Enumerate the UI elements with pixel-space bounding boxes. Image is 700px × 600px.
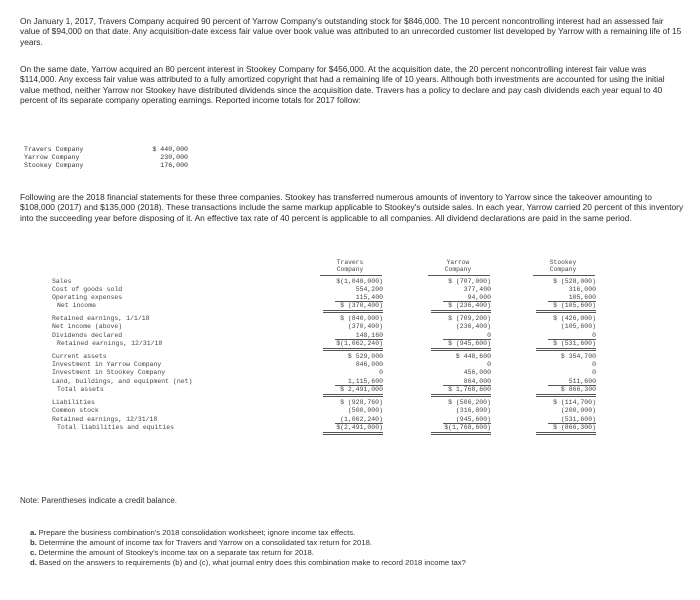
intro-paragraph: On January 1, 2017, Travers Company acquired 90 percent of Yarrow Company's outstanding stock for $846,000. The 10 percent noncontrolling interest had an assessed fair value of $94,000 on that date. Any acquisition-date excess fair value over book value was attributed to an unrecorded customer list developed by Yarrow with a remaining life of 15 years. xyxy=(20,16,682,47)
row-label: Cost of goods sold xyxy=(52,286,123,293)
double-underline xyxy=(431,434,491,435)
row-value: 115,400 xyxy=(355,294,383,301)
company-name: Yarrow Company xyxy=(24,154,80,161)
double-underline xyxy=(323,350,383,351)
row-value: $ (528,000) xyxy=(553,278,596,285)
total-underline xyxy=(335,423,383,424)
double-underline xyxy=(536,434,596,435)
row-value: $ (709,200) xyxy=(448,315,491,322)
third-paragraph: Following are the 2018 financial statements for these three companies. Stookey has transferred numerous amounts of inventory to Yarrow since the takeover amounting to $108,000 (2017) and $135,000 (2018). These transactions include the same markup applicable to Stookey's outside sales. In each year, Yarrow carried 20 percent of this inventory into the succeeding year before disposing of it. An effective tax rate of 40 percent is applicable to all companies. All dividend declarations are paid in the same period. xyxy=(20,192,684,223)
row-value: $ 529,000 xyxy=(347,353,383,360)
row-value: $ 354,700 xyxy=(560,353,596,360)
table-row xyxy=(24,162,188,170)
double-underline xyxy=(536,432,596,433)
double-underline xyxy=(536,348,596,349)
second-paragraph: On the same date, Yarrow acquired an 80 percent interest in Stookey Company for $456,000. At the acquisition date, the 20 percent noncontrolling interest fair value was $114,000. Any excess fair value was attributed to a fully amortized copyright that had a remaining life of 10 years. Although both investments are accounted for using the initial value method, neither Yarrow nor Stookey have distributed dividends since the acquisition date. Travers has a policy to declare and pay cash dividends each year equal to 40 percent of its separate company operating earnings. Reported income totals for 2017 follow: xyxy=(20,64,665,106)
row-value: $(1,768,600) xyxy=(444,424,491,431)
statement-row xyxy=(52,368,672,377)
row-value: $(1,062,240) xyxy=(336,340,383,347)
header-line: Travers xyxy=(336,259,364,266)
row-label: Net income (above) xyxy=(52,323,123,330)
row-value: 105,600 xyxy=(568,294,596,301)
row-value: 554,200 xyxy=(355,286,383,293)
row-value: 148,160 xyxy=(355,332,383,339)
double-underline xyxy=(431,396,491,397)
requirement-letter: d. xyxy=(30,558,37,567)
row-label: Total assets xyxy=(57,386,104,393)
note: Note: Parentheses indicate a credit balance. xyxy=(20,496,177,505)
row-value: 0 xyxy=(592,369,596,376)
statement-row xyxy=(52,406,672,415)
row-label: Liabilities xyxy=(52,399,95,406)
header-underline xyxy=(320,275,382,276)
row-value: $ (531,600) xyxy=(553,340,596,347)
company-name: Stookey Company xyxy=(24,162,84,169)
total-underline xyxy=(443,339,491,340)
row-value: 0 xyxy=(487,332,491,339)
row-value: $(2,491,000) xyxy=(336,424,383,431)
row-value: $ (426,000) xyxy=(553,315,596,322)
row-label: Retained earnings, 12/31/18 xyxy=(52,416,158,423)
income-2017-table xyxy=(24,146,188,170)
total-underline xyxy=(443,301,491,302)
double-underline xyxy=(323,348,383,349)
header-line: Yarrow xyxy=(446,259,470,266)
row-label: Operating expenses xyxy=(52,294,123,301)
double-underline xyxy=(323,432,383,433)
total-underline xyxy=(443,385,491,386)
row-value: $ (114,700) xyxy=(553,399,596,406)
row-value: 846,000 xyxy=(355,361,383,368)
column-header-travers xyxy=(317,259,383,274)
row-value: $ (236,400) xyxy=(448,302,491,309)
row-label: Land, buildings, and equipment (net) xyxy=(52,378,193,385)
row-value: 0 xyxy=(592,361,596,368)
requirement-letter: b. xyxy=(30,538,37,547)
requirement-text: Prepare the business combination's 2018 consolidation worksheet; ignore income tax effects. xyxy=(38,528,356,537)
statement-row xyxy=(52,423,672,432)
double-underline xyxy=(431,394,491,395)
row-value: $ 2,491,000 xyxy=(340,386,383,393)
total-underline xyxy=(548,339,596,340)
row-value: 456,000 xyxy=(463,369,491,376)
statement-row xyxy=(52,322,672,331)
total-underline xyxy=(335,339,383,340)
total-underline xyxy=(548,385,596,386)
row-value: (236,400) xyxy=(455,323,491,330)
row-label: Common stock xyxy=(52,407,99,414)
header-underline xyxy=(428,275,490,276)
income-amount: 230,000 xyxy=(160,154,188,161)
row-value: $ (105,600) xyxy=(553,302,596,309)
row-label: Total liabilities and equities xyxy=(57,424,175,431)
row-value: $ 866,300 xyxy=(560,386,596,393)
double-underline xyxy=(323,310,383,311)
row-value: (531,600) xyxy=(560,416,596,423)
double-underline xyxy=(323,396,383,397)
requirement-text: Based on the answers to requirements (b) and (c), what journal entry does this combination make to record 2018 income tax? xyxy=(38,558,466,567)
row-label: Current assets xyxy=(52,353,107,360)
row-label: Dividends declared xyxy=(52,332,123,339)
requirement-b xyxy=(30,538,372,547)
statement-row xyxy=(52,301,672,310)
double-underline xyxy=(323,312,383,313)
row-value: $ 1,768,600 xyxy=(448,386,491,393)
double-underline xyxy=(431,432,491,433)
header-line: Company xyxy=(444,266,472,274)
requirement-text: Determine the amount of Stookey's income tax on a separate tax return for 2018. xyxy=(38,548,314,557)
column-header-stookey xyxy=(530,259,596,274)
row-label: Retained earnings, 12/31/18 xyxy=(57,340,163,347)
double-underline xyxy=(431,350,491,351)
row-label: Sales xyxy=(52,278,72,285)
row-value: $(1,040,000) xyxy=(336,278,383,285)
row-value: 94,000 xyxy=(467,294,491,301)
double-underline xyxy=(536,312,596,313)
double-underline xyxy=(536,310,596,311)
row-value: 0 xyxy=(379,369,383,376)
requirement-a xyxy=(30,528,355,537)
total-underline xyxy=(335,385,383,386)
row-value: $ (866,300) xyxy=(553,424,596,431)
double-underline xyxy=(431,348,491,349)
row-value: 0 xyxy=(592,332,596,339)
row-value: (316,800) xyxy=(455,407,491,414)
row-label: Retained earnings, 1/1/18 xyxy=(52,315,150,322)
row-value: 377,400 xyxy=(463,286,491,293)
row-value: $ 448,600 xyxy=(455,353,491,360)
double-underline xyxy=(323,394,383,395)
statement-row xyxy=(52,339,672,348)
row-label: Investment in Yarrow Company xyxy=(52,361,162,368)
total-underline xyxy=(548,423,596,424)
header-underline xyxy=(533,275,595,276)
row-label: Investment in Stookey Company xyxy=(52,369,166,376)
row-value: 511,600 xyxy=(568,378,596,385)
row-value: (1,062,240) xyxy=(340,416,383,423)
row-label: Net income xyxy=(57,302,97,309)
total-underline xyxy=(335,301,383,302)
row-value: $ (840,000) xyxy=(340,315,383,322)
requirement-text: Determine the amount of income tax for Travers and Yarrow on a consolidated tax return for 2018. xyxy=(38,538,372,547)
row-value: $ (945,600) xyxy=(448,340,491,347)
row-value: 0 xyxy=(487,361,491,368)
income-amount: $ 440,000 xyxy=(152,146,188,153)
total-underline xyxy=(548,301,596,302)
statement-row xyxy=(52,385,672,394)
requirement-letter: c. xyxy=(30,548,37,557)
header-line: Company xyxy=(336,266,364,274)
header-line: Stookey xyxy=(549,259,577,266)
double-underline xyxy=(431,312,491,313)
row-value: $ (928,760) xyxy=(340,399,383,406)
row-value: 864,000 xyxy=(463,378,491,385)
table-row xyxy=(24,146,188,154)
row-value: 1,115,600 xyxy=(347,378,383,385)
row-value: $ (506,200) xyxy=(448,399,491,406)
row-value: (200,000) xyxy=(560,407,596,414)
row-value: $ (370,400) xyxy=(340,302,383,309)
row-value: 316,000 xyxy=(568,286,596,293)
row-value: (370,400) xyxy=(347,323,383,330)
row-value: (105,600) xyxy=(560,323,596,330)
income-amount: 176,000 xyxy=(160,162,188,169)
double-underline xyxy=(536,350,596,351)
double-underline xyxy=(323,434,383,435)
double-underline xyxy=(431,310,491,311)
company-name: Travers Company xyxy=(24,146,84,153)
row-value: (945,600) xyxy=(455,416,491,423)
row-value: $ (707,000) xyxy=(448,278,491,285)
column-header-yarrow xyxy=(425,259,491,274)
requirement-d xyxy=(30,558,466,567)
requirement-c xyxy=(30,548,314,557)
requirement-letter: a. xyxy=(30,528,37,537)
row-value: (500,000) xyxy=(347,407,383,414)
total-underline xyxy=(443,423,491,424)
header-line: Company xyxy=(549,266,577,274)
double-underline xyxy=(536,396,596,397)
double-underline xyxy=(536,394,596,395)
table-row xyxy=(24,154,188,162)
